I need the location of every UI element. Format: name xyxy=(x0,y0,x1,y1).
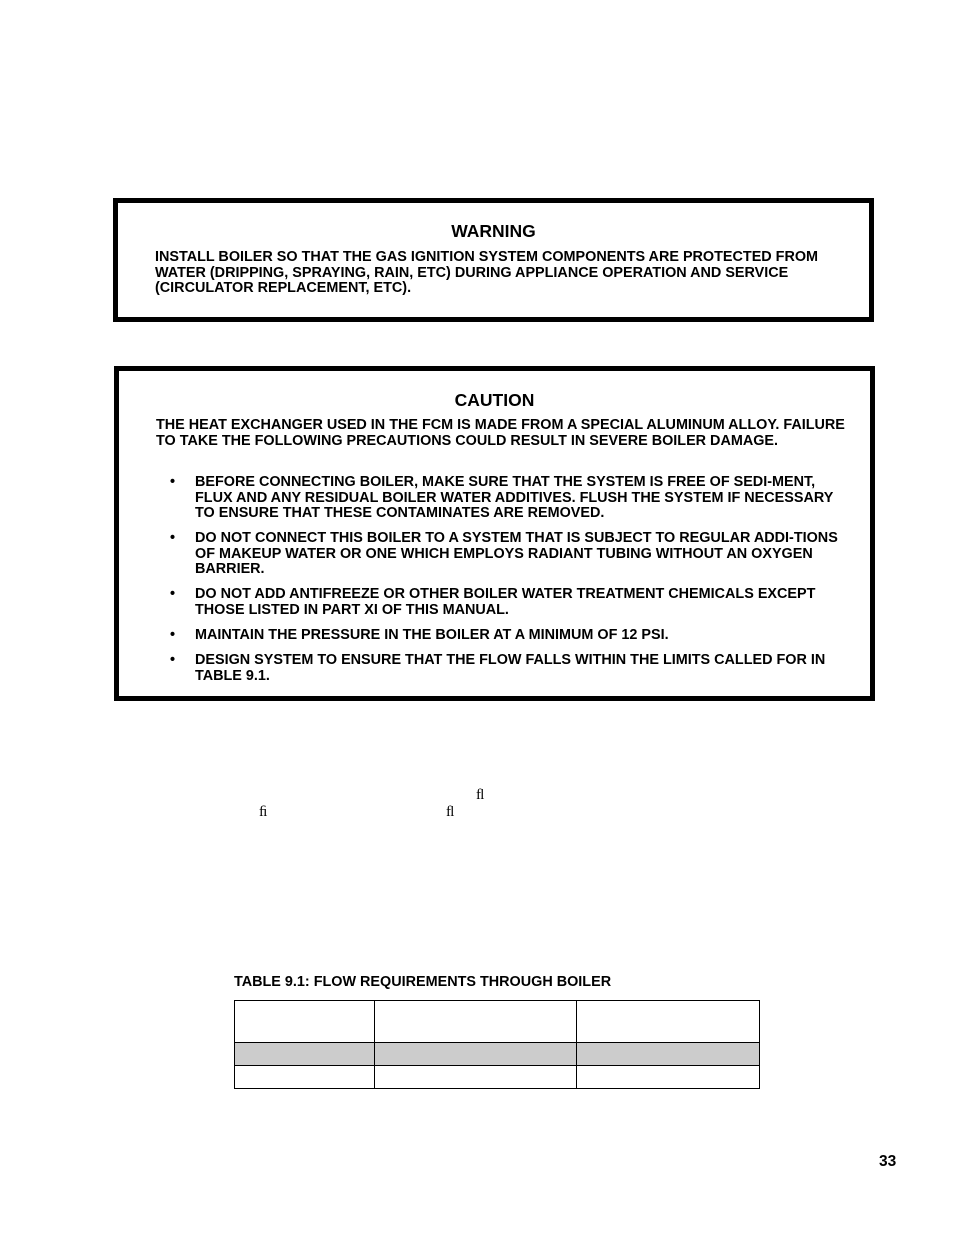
table-cell xyxy=(235,1066,375,1089)
bullet-icon: • xyxy=(170,530,176,547)
table-cell xyxy=(577,1043,760,1066)
page-number: 33 xyxy=(879,1153,897,1170)
table-row xyxy=(235,1043,760,1066)
table-cell xyxy=(375,1043,577,1066)
caution-item xyxy=(156,653,850,684)
ligature-glyph: ﬂ xyxy=(446,804,455,820)
ligature-glyph: ﬂ xyxy=(476,787,485,803)
table-cell xyxy=(235,1043,375,1066)
warning-title: WARNING xyxy=(451,221,536,241)
caution-item-text: BEFORE CONNECTING BOILER, MAKE SURE THAT THE SYSTEM IS FREE OF SEDI-MENT, FLUX AND ANY RESIDUAL BOILER WATER ADDITIVES. FLUSH THE SYSTEM IF NECESSARY TO ENSURE THAT THESE CONTAMINATES ARE REMOVED. xyxy=(195,474,834,522)
bullet-icon: • xyxy=(170,586,176,603)
caution-intro: THE HEAT EXCHANGER USED IN THE FCM IS MADE FROM A SPECIAL ALUMINUM ALLOY. FAILURE TO TAKE THE FOLLOWING PRECAUTIONS COULD RESULT IN SEVERE BOILER DAMAGE. xyxy=(156,417,845,449)
bullet-icon: • xyxy=(170,474,176,490)
caution-item-text: DO NOT ADD ANTIFREEZE OR OTHER BOILER WATER TREATMENT CHEMICALS EXCEPT THOSE LISTED IN PART XI OF THIS MANUAL. xyxy=(195,586,816,618)
caution-item xyxy=(156,628,850,644)
bullet-icon: • xyxy=(170,651,176,668)
ligature-glyph: ﬁ xyxy=(259,804,268,820)
caution-item xyxy=(156,587,850,618)
caution-item-text: DO NOT CONNECT THIS BOILER TO A SYSTEM THAT IS SUBJECT TO REGULAR ADDI-TIONS OF MAKEUP WATER OR ONE WHICH EMPLOYS RADIANT TUBING WITHOUT AN OXYGEN BARRIER. xyxy=(195,530,838,578)
table-cell xyxy=(235,1001,375,1043)
table-header-row xyxy=(235,1001,760,1043)
warning-body: INSTALL BOILER SO THAT THE GAS IGNITION SYSTEM COMPONENTS ARE PROTECTED FROM WATER (DRIPPING, SPRAYING, RAIN, ETC) DURING APPLIANCE OPERATION AND SERVICE (CIRCULATOR REPLACEMENT, ETC). xyxy=(155,249,819,297)
warning-box xyxy=(113,198,874,322)
flow-requirements-table xyxy=(234,1000,760,1089)
caution-item-text: MAINTAIN THE PRESSURE IN THE BOILER AT A MINIMUM OF 12 PSI. xyxy=(195,626,669,643)
caution-box xyxy=(114,366,875,701)
caution-item-text: DESIGN SYSTEM TO ENSURE THAT THE FLOW FALLS WITHIN THE LIMITS CALLED FOR IN TABLE 9.1. xyxy=(195,651,826,684)
caution-item xyxy=(156,531,850,578)
caution-title: CAUTION xyxy=(454,390,535,410)
caution-list xyxy=(156,475,850,693)
table-row xyxy=(235,1066,760,1089)
table-cell xyxy=(577,1066,760,1089)
table-cell xyxy=(577,1001,760,1043)
table-caption: TABLE 9.1: FLOW REQUIREMENTS THROUGH BOILER xyxy=(234,974,612,990)
bullet-icon: • xyxy=(170,626,176,643)
table-cell xyxy=(375,1066,577,1089)
table-cell xyxy=(375,1001,577,1043)
caution-item xyxy=(156,475,850,522)
